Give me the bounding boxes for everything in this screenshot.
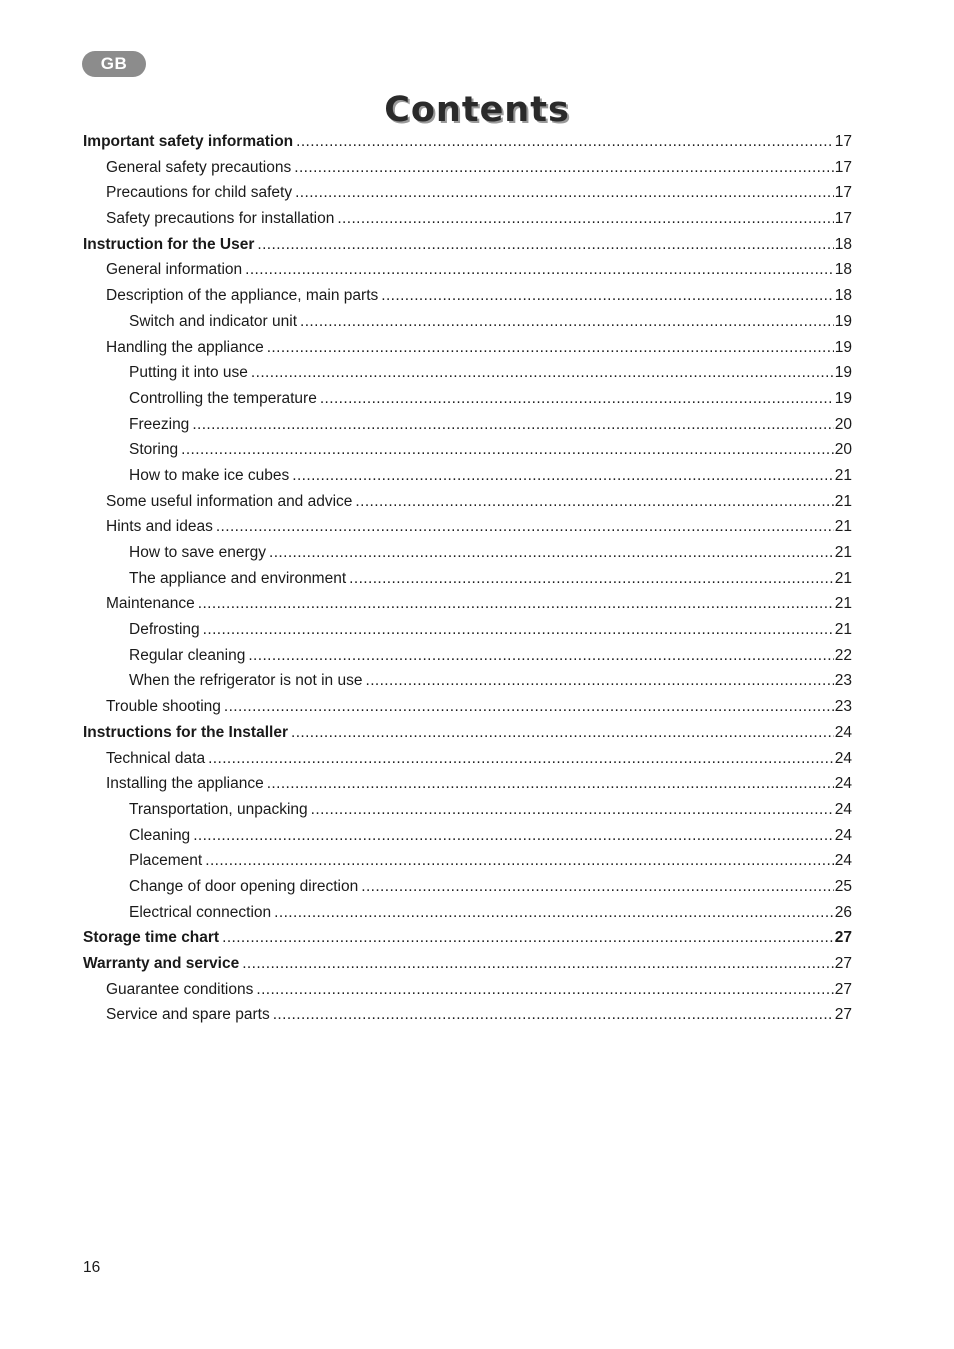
dot-leader: [269, 540, 834, 566]
toc-entry-label: Guarantee conditions: [106, 980, 254, 998]
dot-leader: [337, 206, 833, 232]
toc-entry-label: Safety precautions for installation: [106, 210, 335, 228]
toc-entry-label: Technical data: [106, 749, 206, 767]
dot-leader: [291, 720, 834, 746]
toc-entry: [83, 386, 852, 412]
toc-entry: [83, 412, 852, 438]
toc-entry-page: 21: [834, 569, 852, 587]
toc-entry: [83, 617, 852, 643]
toc-entry-label: Switch and indicator unit: [129, 312, 298, 330]
dot-leader: [381, 283, 833, 309]
toc-entry: [83, 643, 852, 669]
dot-leader: [208, 746, 834, 772]
toc-entry-page: 21: [834, 466, 852, 484]
dot-leader: [295, 180, 834, 206]
toc-entry: [83, 925, 852, 951]
toc-entry-page: 24: [834, 749, 852, 767]
toc-entry: [83, 514, 852, 540]
toc-entry-label: Transportation, unpacking: [129, 800, 308, 818]
toc-entry: [83, 900, 852, 926]
page-number: 16: [83, 1259, 101, 1276]
dot-leader: [245, 257, 834, 283]
table-of-contents: [83, 129, 852, 1028]
toc-entry-page: 19: [834, 338, 852, 356]
toc-entry: [83, 283, 852, 309]
toc-entry: [83, 1002, 852, 1028]
dot-leader: [365, 668, 833, 694]
toc-entry-page: 27: [834, 929, 852, 947]
toc-entry-label: Maintenance: [106, 595, 195, 613]
toc-entry-page: 21: [834, 492, 852, 510]
toc-entry: [83, 335, 852, 361]
toc-entry: [83, 257, 852, 283]
toc-entry: [83, 309, 852, 335]
toc-entry: [83, 437, 852, 463]
toc-entry-label: Putting it into use: [129, 364, 248, 382]
toc-entry-label: Change of door opening direction: [129, 877, 359, 895]
toc-entry-page: 17: [834, 158, 852, 176]
toc-entry-page: 23: [834, 672, 852, 690]
toc-entry: [83, 668, 852, 694]
dot-leader: [361, 874, 834, 900]
toc-entry-page: 21: [834, 518, 852, 536]
dot-leader: [355, 489, 833, 515]
toc-entry: [83, 206, 852, 232]
toc-entry: [83, 540, 852, 566]
toc-entry-page: 18: [834, 287, 852, 305]
toc-entry-page: 24: [834, 723, 852, 741]
toc-entry-label: Storage time chart: [83, 929, 220, 947]
toc-entry-page: 21: [834, 544, 852, 561]
dot-leader: [198, 591, 834, 617]
toc-entry-label: When the refrigerator is not in use: [129, 672, 363, 690]
toc-entry-label: Defrosting: [129, 621, 200, 639]
dot-leader: [256, 977, 833, 1003]
dot-leader: [296, 129, 834, 155]
toc-entry-label: How to make ice cubes: [129, 466, 290, 484]
toc-entry-page: 26: [834, 903, 852, 921]
toc-entry: [83, 232, 852, 258]
dot-leader: [251, 360, 834, 386]
toc-entry-label: Storing: [129, 441, 179, 459]
toc-entry-page: 24: [834, 775, 852, 793]
toc-entry-label: Freezing: [129, 415, 190, 433]
dot-leader: [248, 643, 833, 669]
toc-entry-page: 18: [834, 261, 852, 279]
toc-entry: [83, 977, 852, 1003]
toc-entry: [83, 797, 852, 823]
toc-entry-label: Installing the appliance: [106, 775, 264, 793]
toc-entry-page: 24: [834, 800, 852, 818]
dot-leader: [193, 823, 834, 849]
toc-entry: [83, 848, 852, 874]
page-title: Contents: [384, 90, 570, 130]
toc-entry-label: Instruction for the User: [83, 235, 255, 253]
toc-entry: [83, 129, 852, 155]
toc-entry-page: 20: [834, 441, 852, 459]
toc-entry: [83, 746, 852, 772]
toc-entry-label: Instructions for the Installer: [83, 723, 288, 741]
dot-leader: [294, 155, 834, 181]
toc-entry-label: Hints and ideas: [106, 518, 213, 536]
toc-entry-page: 19: [834, 389, 852, 407]
toc-entry: [83, 720, 852, 746]
toc-entry-page: 27: [834, 980, 852, 998]
toc-entry-label: Some useful information and advice: [106, 492, 353, 510]
toc-entry-label: Description of the appliance, main parts: [106, 287, 379, 305]
toc-entry-page: 24: [834, 826, 852, 844]
dot-leader: [349, 566, 834, 592]
language-badge: GB: [82, 51, 146, 77]
toc-entry-label: Handling the appliance: [106, 338, 264, 356]
toc-entry: [83, 180, 852, 206]
toc-entry: [83, 823, 852, 849]
toc-entry-label: General information: [106, 261, 243, 279]
toc-entry-label: Warranty and service: [83, 955, 240, 972]
toc-entry-label: Precautions for child safety: [106, 184, 293, 202]
toc-entry: [83, 360, 852, 386]
toc-entry-label: General safety precautions: [106, 158, 292, 176]
toc-entry: [83, 463, 852, 489]
toc-entry-label: Trouble shooting: [106, 698, 221, 716]
toc-entry: [83, 591, 852, 617]
toc-entry-page: 17: [834, 184, 852, 202]
toc-entry: [83, 155, 852, 181]
toc-entry-page: 18: [834, 235, 852, 253]
dot-leader: [216, 514, 834, 540]
toc-entry: [83, 771, 852, 797]
toc-entry-label: Electrical connection: [129, 903, 272, 921]
toc-entry: [83, 694, 852, 720]
toc-entry-page: 24: [834, 852, 852, 870]
toc-entry-page: 23: [834, 698, 852, 716]
toc-entry-label: Regular cleaning: [129, 646, 246, 664]
dot-leader: [181, 437, 834, 463]
toc-entry: [83, 874, 852, 900]
toc-entry-label: Service and spare parts: [106, 1006, 270, 1024]
toc-entry-page: 17: [834, 133, 852, 150]
dot-leader: [320, 386, 834, 412]
dot-leader: [311, 797, 834, 823]
toc-entry-page: 21: [834, 621, 852, 639]
toc-entry-page: 27: [834, 955, 852, 972]
toc-entry: [83, 566, 852, 592]
dot-leader: [242, 951, 834, 977]
toc-entry-page: 22: [834, 646, 852, 664]
dot-leader: [257, 232, 833, 258]
toc-entry-page: 25: [834, 877, 852, 895]
toc-entry: [83, 951, 852, 977]
dot-leader: [273, 1002, 834, 1028]
toc-entry-page: 21: [834, 595, 852, 613]
toc-entry-label: The appliance and environment: [129, 569, 347, 587]
dot-leader: [300, 309, 834, 335]
toc-entry-label: Cleaning: [129, 826, 191, 844]
toc-entry-page: 19: [834, 364, 852, 382]
toc-entry: [83, 489, 852, 515]
toc-entry-label: Placement: [129, 852, 203, 870]
dot-leader: [222, 925, 834, 951]
toc-entry-label: Controlling the temperature: [129, 389, 317, 407]
dot-leader: [205, 848, 834, 874]
toc-entry-label: How to save energy: [129, 544, 266, 561]
dot-leader: [274, 900, 834, 926]
dot-leader: [203, 617, 834, 643]
toc-entry-page: 27: [834, 1006, 852, 1024]
toc-entry-page: 19: [834, 312, 852, 330]
toc-entry-label: Important safety information: [83, 133, 294, 150]
dot-leader: [292, 463, 834, 489]
dot-leader: [267, 771, 834, 797]
toc-entry-page: 20: [834, 415, 852, 433]
dot-leader: [192, 412, 833, 438]
toc-entry-page: 17: [834, 210, 852, 228]
dot-leader: [224, 694, 834, 720]
dot-leader: [267, 335, 834, 361]
